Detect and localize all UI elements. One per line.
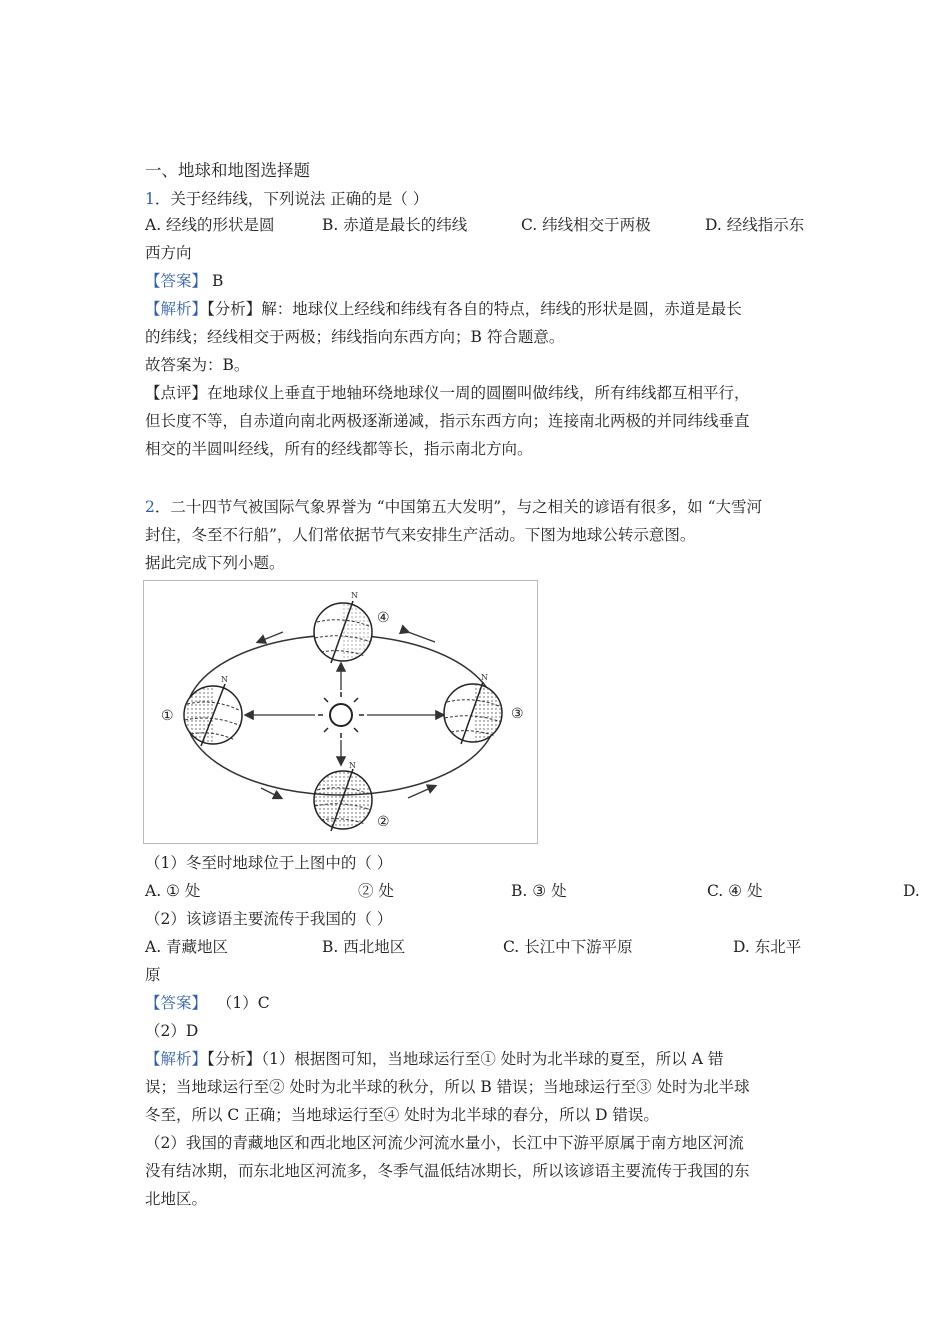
- q1-analysis-tag: 【解析】: [145, 300, 208, 318]
- q2-sub1-stem: （1）冬至时地球位于上图中的（ ）: [145, 854, 393, 872]
- q2-sub2-option-c: C. 长江中下游平原: [503, 938, 633, 956]
- q2-analysis-text: 冬至，所以 C 正确；当地球运行至④ 处时为北半球的春分，所以 D 错误。: [145, 1106, 659, 1124]
- q2-analysis-text: 【分析】（1）根据图可知，当地球运行至① 处时为北半球的夏至，所以 A 错: [207, 1050, 724, 1068]
- q2-analysis-text: 误；当地球运行至② 处时为北半球的秋分，所以 B 错误；当地球运行至③ 处时为北半球: [145, 1078, 750, 1096]
- q2-analysis-line: [145, 1048, 723, 1070]
- q2-stem-line: 封住，冬至不行船”，人们常依据节气来安排生产活动。下图为地球公转示意图。: [145, 526, 696, 544]
- q2-number: 2: [145, 498, 155, 516]
- q2-answer-tag: 【答案】: [145, 994, 208, 1012]
- q2-sub1-option: ② 处: [358, 882, 394, 900]
- q1-conclusion: 故答案为：B。: [145, 356, 250, 374]
- q2-sub2-option-wrap: 原: [145, 966, 161, 984]
- q2-answer-line: [145, 992, 270, 1014]
- q2-sub2-option-a: A. 青藏地区: [145, 938, 229, 956]
- q2-sub2-option-b: B. 西北地区: [322, 938, 406, 956]
- q2-stem-line: [145, 496, 762, 518]
- q1-option-wrap: 西方向: [145, 244, 192, 262]
- label-2: ②: [377, 814, 390, 830]
- q1-option-a: A. 经线的形状是圆: [145, 216, 275, 234]
- q2-analysis-tag: 【解析】: [145, 1050, 208, 1068]
- q1-analysis-line: [145, 298, 742, 320]
- q2-answer-1: （1）C: [216, 994, 270, 1012]
- q1-comment-line: 【点评】在地球仪上垂直于地轴环绕地球仪一周的圆圈叫做纬线，所有纬线都互相平行，: [145, 384, 750, 402]
- svg-text:N: N: [221, 675, 228, 684]
- q1-analysis-text: 的纬线；经线相交于两极；纬线指向东西方向；B 符合题意。: [145, 328, 565, 346]
- q2-sub1-option-d: D.: [903, 882, 920, 900]
- q1-option-b: B. 赤道是最长的纬线: [322, 216, 468, 234]
- q2-stem-line: 据此完成下列小题。: [145, 554, 285, 572]
- q2-analysis-text: 北地区。: [145, 1190, 208, 1208]
- q1-analysis-text: 【分析】解：地球仪上经线和纬线有各自的特点，纬线的形状是圆，赤道是最长: [207, 300, 742, 318]
- q1-comment-line: 相交的半圆叫经线，所有的经线都等长，指示南北方向。: [145, 440, 533, 458]
- q2-sub2-option-d: D. 东北平: [733, 938, 802, 956]
- q1-number: 1: [145, 190, 155, 208]
- q1-comment-line: 但长度不等，自赤道向南北两极逐渐递减，指示东西方向；连接南北两极的并同纬线垂直: [145, 412, 750, 430]
- q2-sub1-option-a: A. ① 处: [145, 882, 201, 900]
- q1-answer: B: [211, 272, 224, 290]
- earth-revolution-figure: [143, 580, 538, 844]
- q1-answer-tag: 【答案】: [145, 272, 208, 290]
- q2-analysis-text: （2）我国的青藏地区和西北地区河流少河流水量小，长江中下游平原属于南方地区河流: [145, 1134, 744, 1152]
- q2-answer-2: （2）D: [145, 1022, 199, 1040]
- label-4: ④: [377, 610, 390, 626]
- q1-stem: ．关于经纬线，下列说法 正确的是（ ）: [154, 190, 429, 208]
- section-title: 一、地球和地图选择题: [145, 161, 310, 180]
- q2-stem: ．二十四节气被国际气象界誉为 “中国第五大发明”，与之相关的谚语有很多，如 “大雪河: [154, 498, 763, 516]
- svg-text:N: N: [351, 591, 358, 600]
- q2-sub2-stem: （2）该谚语主要流传于我国的（ ）: [145, 910, 393, 928]
- label-3: ③: [511, 706, 524, 722]
- label-1: ①: [161, 708, 174, 724]
- q1-answer-line: [145, 270, 223, 292]
- q1-option-d: D. 经线指示东: [705, 216, 805, 234]
- q2-analysis-text: 没有结冰期，而东北地区河流多，冬季气温低结冰期长，所以该谚语主要流传于我国的东: [145, 1162, 750, 1180]
- svg-text:N: N: [481, 673, 488, 682]
- q2-sub1-option-b: B. ③ 处: [511, 882, 567, 900]
- svg-text:N: N: [349, 761, 356, 770]
- q1-stem-line: [145, 188, 428, 210]
- q1-option-c: C. 纬线相交于两极: [521, 216, 651, 234]
- q2-sub1-option-c: C. ④ 处: [707, 882, 763, 900]
